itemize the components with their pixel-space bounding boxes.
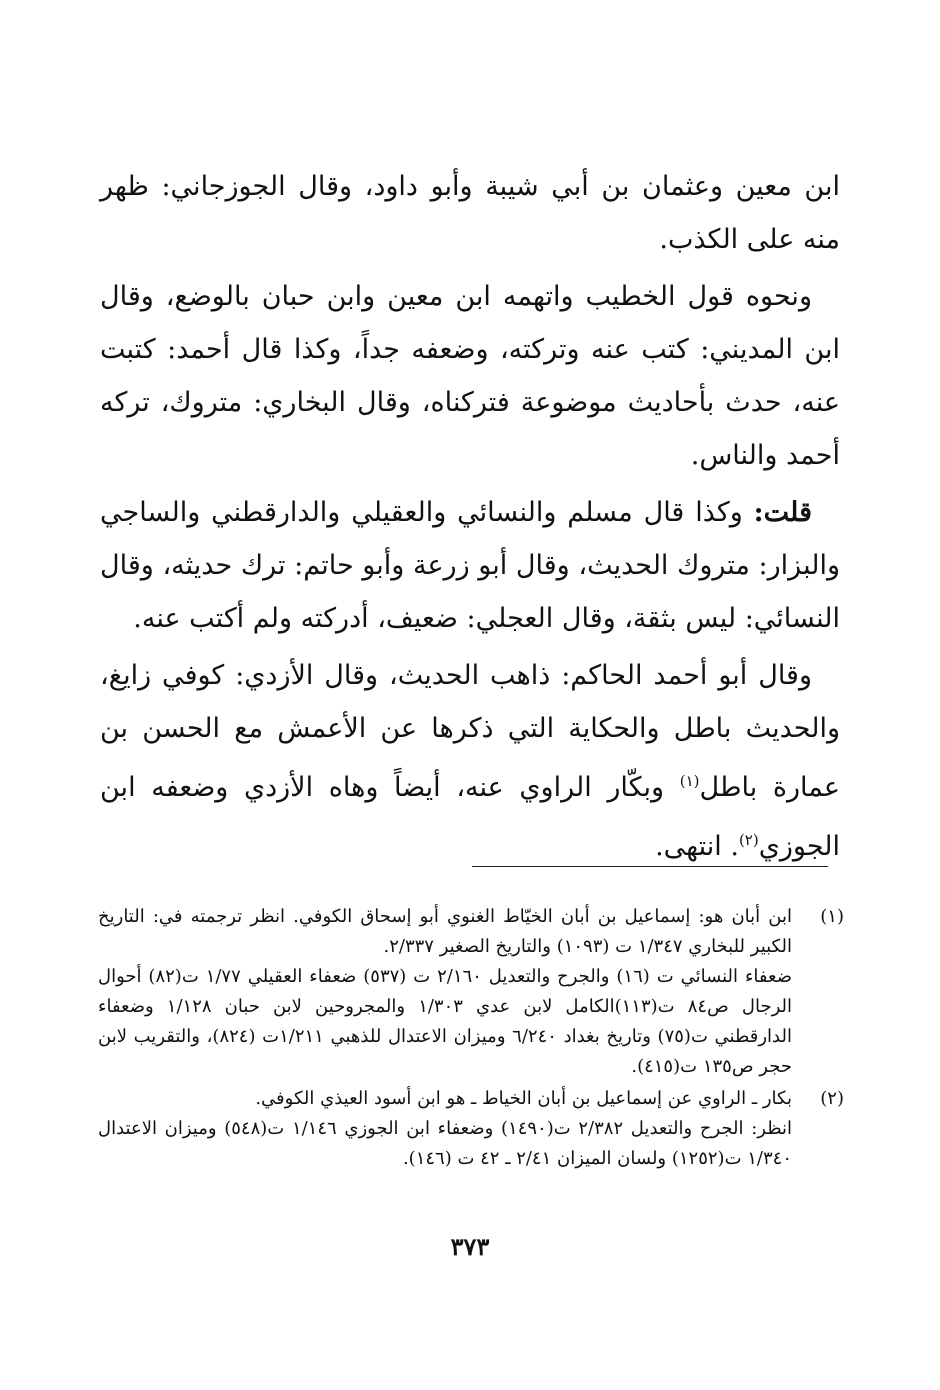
paragraph-1-text: ابن معين وعثمان بن أبي شيبة وأبو داود، وقال الجوزجاني: ظهر منه على الكذب. [100, 171, 840, 255]
paragraph-2-text: ونحوه قول الخطيب واتهمه ابن معين وابن حبان بالوضع، وقال ابن المديني: كتب عنه وتركته، وضعفه جداً، وكذا قال أحمد: كتبت عنه، حدث بأحاديث موضوعة فتركناه، وقال البخاري: متروك، تركه أحمد والناس. [100, 281, 840, 471]
paragraph-1 [100, 160, 840, 266]
footnote-1-line-2: ضعفاء النسائي ت (١٦) والجرح والتعديل ٢/١٦٠ ت (٥٣٧) ضعفاء العقيلي ١/٧٧ ت(٨٢) أحوال الرجال ص٨٤ ت(١١٣)الكامل لابن عدي ١/٣٠٣ والمجروحين لابن حبان ١/١٢٨ وضعفاء الدارقطني ت(٧٥) وتاريخ بغداد ٦/٢٤٠ وميزان الاعتدال للذهبي ١/٢١١ت (٨٢٤)، والتقريب لابن حجر ص١٣٥ ت(٤١٥). [98, 966, 792, 1077]
footnotes [98, 902, 844, 1174]
paragraph-4-mid: وبكّار الراوي عنه، أيضاً وهاه الأزدي وضعفه ابن الجوزي [100, 772, 840, 862]
footnote-ref-1[interactable]: (١) [679, 772, 700, 790]
footnote-1-number: (١) [820, 906, 844, 927]
footnote-2 [98, 1084, 844, 1174]
footnote-2-number: (٢) [820, 1088, 844, 1109]
paragraph-4-tail: . انتهى. [655, 831, 739, 862]
footnote-2-line-2: انظر: الجرح والتعديل ٢/٣٨٢ ت(١٤٩٠) وضعفاء ابن الجوزي ١/١٤٦ ت(٥٤٨) وميزان الاعتدال ١/٣٤٠ ت(١٢٥٢) ولسان الميزان ٢/٤١ ـ ٤٢ ت (١٤٦). [98, 1118, 792, 1169]
main-text [100, 160, 840, 877]
paragraph-2 [100, 270, 840, 482]
footnote-1-line-1: ابن أبان هو: إسماعيل بن أبان الخيّاط الغنوي أبو إسحاق الكوفي. انظر ترجمته في: التاريخ الكبير للبخاري ١/٣٤٧ ت (١٠٩٣) والتاريخ الصغير ٢/٣٣٧. [98, 906, 792, 957]
paragraph-4 [100, 649, 840, 873]
footnote-2-line-1: بكار ـ الراوي عن إسماعيل بن أبان الخياط ـ هو ابن أسود العيذي الكوفي. [255, 1088, 792, 1109]
paragraph-3 [100, 486, 840, 645]
footnote-divider [472, 866, 828, 867]
footnote-1 [98, 902, 844, 1082]
paragraph-3-text: وكذا قال مسلم والنسائي والعقيلي والدارقطني والساجي والبزار: متروك الحديث، وقال أبو زرعة وأبو حاتم: ترك حديثه، وقال النسائي: ليس بثقة، وقال العجلي: ضعيف، أدركته ولم أكتب عنه. [100, 497, 840, 634]
page-number: ٣٧٣ [450, 1232, 490, 1261]
footnote-ref-2[interactable]: (٢) [738, 831, 759, 849]
paragraph-4-text: وقال أبو أحمد الحاكم: ذاهب الحديث، وقال الأزدي: كوفي زايغ، والحديث باطل والحكاية التي ذكرها عن الأعمش مع الحسن بن عمارة باطل [100, 660, 840, 803]
paragraph-3-lead: قلت: [753, 497, 812, 528]
